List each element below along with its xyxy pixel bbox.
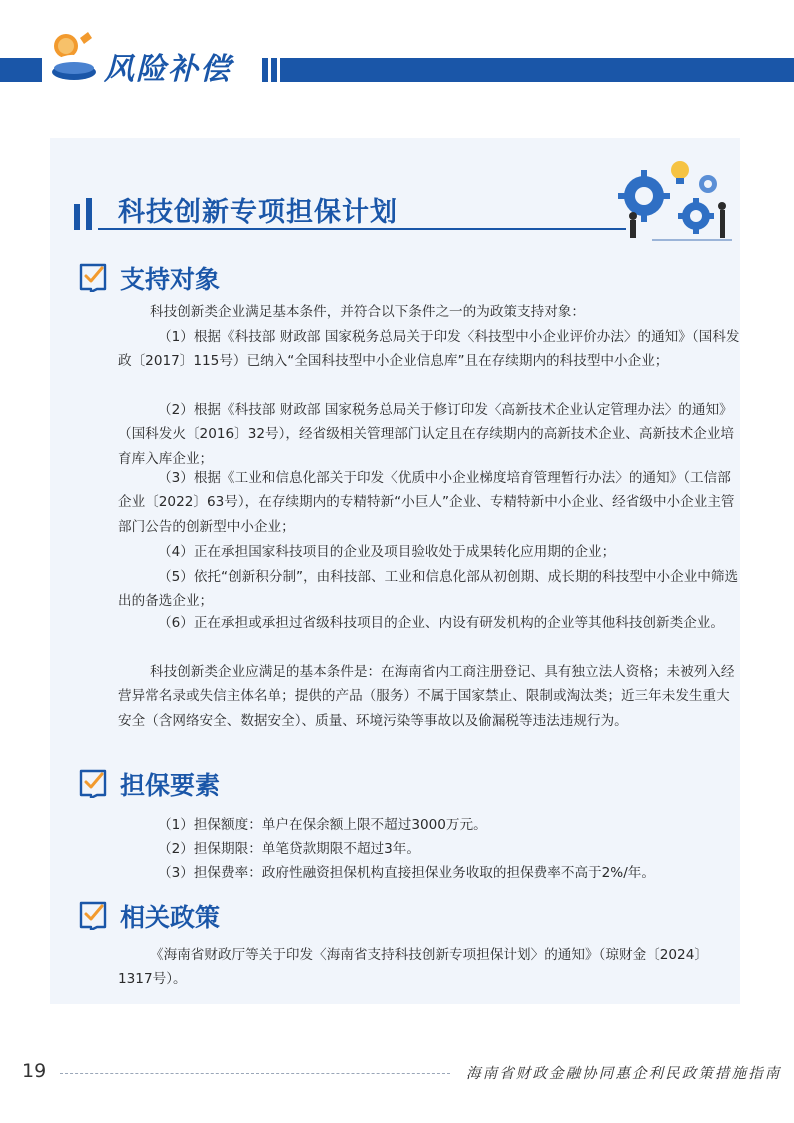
policy-text: 《海南省财政厅等关于印发〈海南省支持科技创新专项担保计划〉的通知》（琼财金〔2024〕1317号）。 (118, 947, 708, 988)
guide-title: 海南省财政金融协同惠企利民政策措施指南 (466, 1065, 782, 1082)
title-accent-bar (86, 198, 92, 230)
hand-coin-logo-icon (44, 28, 104, 84)
header-band-tick (271, 58, 277, 82)
support-item-1: （1）根据《科技部 财政部 国家税务总局关于印发〈科技型中小企业评价办法〉的通知》（国科发政〔2017〕115号）已纳入“全国科技型中小企业信息库”且在存续期内的科技型中小企业； (118, 329, 740, 370)
section-title: 支持对象 (120, 265, 221, 294)
checkbox-check-icon (78, 768, 108, 798)
support-item-2: （2）根据《科技部 财政部 国家税务总局关于修订印发〈高新技术企业认定管理办法〉的通知》（国科发火〔2016〕32号），经省级相关管理部门认定且在存续期内的高新技术企业、高新技术企业培育库入库企业； (118, 402, 735, 467)
header-band-right (280, 58, 794, 82)
title-accent-bar (74, 204, 80, 230)
support-item-3: （3）根据《工业和信息化部关于印发〈优质中小企业梯度培育管理暂行办法〉的通知》（工信部企业〔2022〕63号），在存续期内的专精特新“小巨人”企业、专精特新中小企业、经省级中小企业主管部门公告的创新型中小企业； (118, 470, 735, 535)
checkbox-check-icon (78, 900, 108, 930)
guarantee-item-2: （2）担保期限：单笔贷款期限不超过3年。 (158, 841, 420, 857)
page-number: 19 (22, 1060, 47, 1082)
support-basic-conditions: 科技创新类企业应满足的基本条件是：在海南省内工商注册登记、具有独立法人资格；未被列入经营异常名录或失信主体名单；提供的产品（服务）不属于国家禁止、限制或淘汰类；近三年未发生重大安全（含网络安全、数据安全）、质量、环境污染等事故以及偷漏税等违法违规行为。 (118, 664, 735, 729)
guarantee-item-1: （1）担保额度：单户在保余额上限不超过3000万元。 (158, 817, 487, 833)
page-title: 科技创新专项担保计划 (118, 197, 398, 228)
section-title: 相关政策 (120, 903, 221, 932)
title-underline (98, 228, 626, 230)
support-item-6: （6）正在承担或承担过省级科技项目的企业、内设有研发机构的企业等其他科技创新类企业。 (158, 615, 724, 631)
section-name: 风险补偿 (104, 52, 232, 87)
support-intro: 科技创新类企业满足基本条件，并符合以下条件之一的为政策支持对象： (150, 304, 585, 320)
header-band-left (0, 58, 42, 82)
support-item-4: （4）正在承担国家科技项目的企业及项目验收处于成果转化应用期的企业； (158, 544, 616, 560)
support-item-5: （5）依托“创新积分制”，由科技部、工业和信息化部从初创期、成长期的科技型中小企业中筛选出的备选企业； (118, 569, 739, 610)
footer-dashed-line (60, 1073, 450, 1074)
checkbox-check-icon (78, 262, 108, 292)
section-title: 担保要素 (120, 771, 221, 800)
guarantee-item-3: （3）担保费率：政府性融资担保机构直接担保业务收取的担保费率不高于2%/年。 (158, 865, 655, 881)
gears-innovation-illustration (612, 150, 738, 246)
header-band-tick (262, 58, 268, 82)
